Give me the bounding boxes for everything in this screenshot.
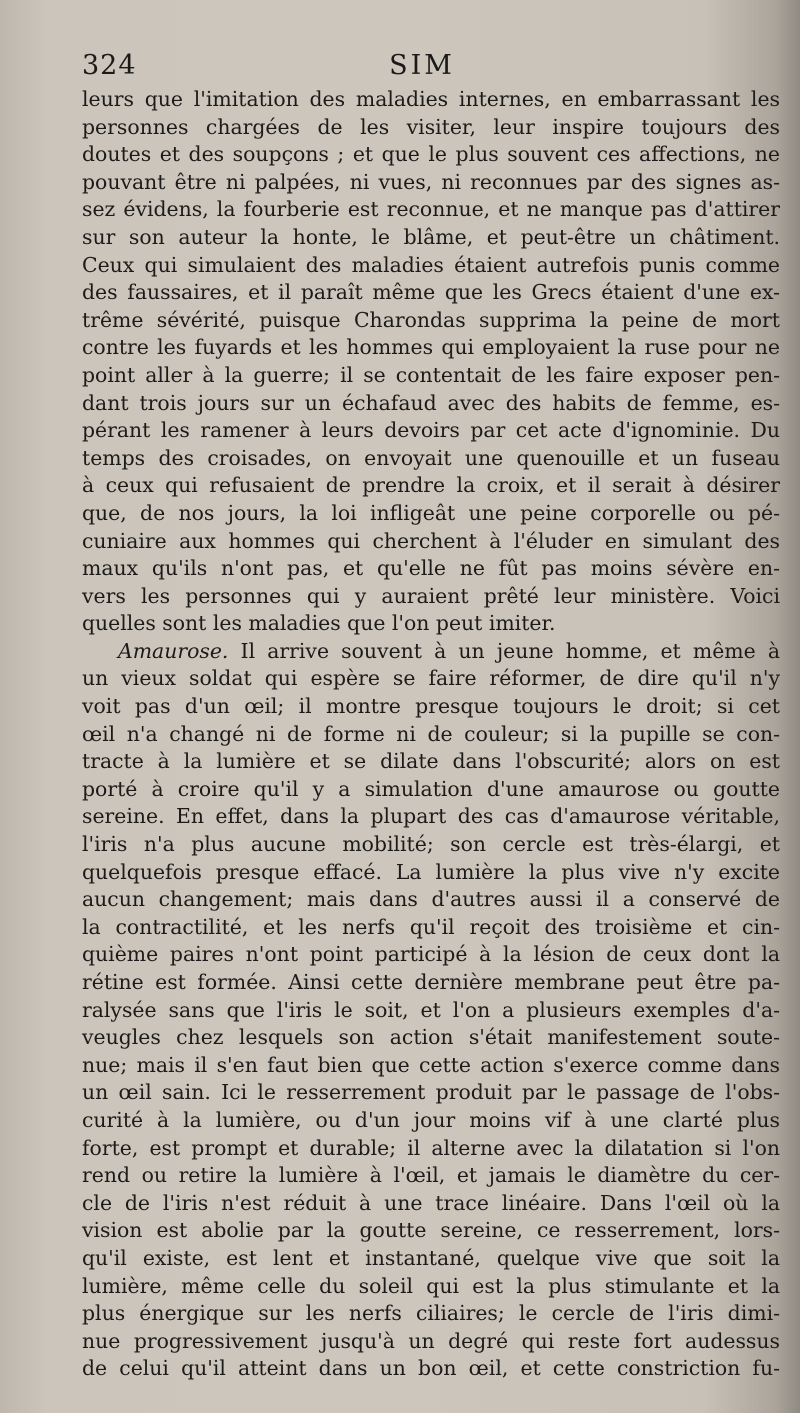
text-line: dant trois jours sur un échafaud avec des habits de femme, es- [82,390,780,415]
text-line: quelquefois presque effacé. La lumière la plus vive n'y excite [82,859,780,884]
text-line: sur son auteur la honte, le blâme, et peut-être un châtiment. [82,224,780,249]
text-line: la contractilité, et les nerfs qu'il reçoit des troisième et cin- [82,914,780,939]
text-line: vision est abolie par la goutte sereine, ce resserrement, lors- [82,1218,780,1243]
text-line: leurs que l'imitation des maladies internes, en embarrassant les [82,87,780,111]
text-line: un vieux soldat qui espère se faire réformer, de dire qu'il n'y [82,666,780,691]
text-line: qu'il existe, est lent et instantané, quelque vive que soit la [82,1245,780,1270]
text-line: veugles chez lesquels son action s'était manifestement soute- [82,1025,780,1050]
text-line: voit pas d'un œil; il montre presque toujours le droit; si cet [82,694,780,719]
entry-term: Amaurose. [118,638,229,663]
page-number: 324 [82,50,137,81]
text-line: vers les personnes qui y auraient prêté leur ministère. Voici [82,583,780,608]
text-line: sez évidens, la fourberie est reconnue, et ne manque pas d'attirer [82,197,780,222]
body-text [82,86,780,1383]
text-line: plus énergique sur les nerfs ciliaires; le cercle de l'iris dimi- [82,1301,780,1326]
text-line: quième paires n'ont point participé à la lésion de ceux dont la [82,942,780,967]
text-line: ralysée sans que l'iris le soit, et l'on a plusieurs exemples d'a- [82,997,780,1022]
text-line: à ceux qui refusaient de prendre la croix, et il serait à désirer [82,473,780,498]
text-line: un œil sain. Ici le resserrement produit par le passage de l'obs- [82,1080,780,1105]
text-line: rend ou retire la lumière à l'œil, et jamais le diamètre du cer- [82,1163,780,1188]
text-line [82,638,780,666]
text-line: contre les fuyards et les hommes qui employaient la ruse pour ne [82,335,780,360]
text-line-rest: Il arrive souvent à un jeune homme, et même à [228,638,780,663]
text-line: lumière, même celle du soleil qui est la plus stimulante et la [82,1273,780,1298]
text-line: temps des croisades, on envoyait une quenouille et un fuseau [82,445,780,470]
text-line: curité à la lumière, ou d'un jour moins vif à une clarté plus [82,1107,780,1132]
text-line: pouvant être ni palpées, ni vues, ni reconnues par des signes as- [82,169,780,194]
text-line: porté à croire qu'il y a simulation d'une amaurose ou goutte [82,776,780,801]
text-line: sereine. En effet, dans la plupart des cas d'amaurose véritable, [82,804,780,829]
text-line: quelles sont les maladies que l'on peut imiter. [82,611,556,636]
text-line: nue; mais il s'en faut bien que cette action s'exerce comme dans [82,1052,780,1077]
text-line: doutes et des soupçons ; et que le plus souvent ces affections, ne [82,142,780,167]
text-line: nue progressivement jusqu'à un degré qui reste fort audessus [82,1328,780,1353]
text-line: pérant les ramener à leurs devoirs par cet acte d'ignominie. Du [82,418,780,443]
text-line: de celui qu'il atteint dans un bon œil, et cette constriction fu- [82,1356,780,1381]
text-line: personnes chargées de les visiter, leur inspire toujours des [82,114,780,139]
text-line: forte, est prompt et durable; il alterne avec la dilatation si l'on [82,1135,780,1160]
text-line: que, de nos jours, la loi infligeât une peine corporelle ou pé- [82,500,780,525]
text-line: maux qu'ils n'ont pas, et qu'elle ne fût pas moins sévère en- [82,556,780,581]
text-line: aucun changement; mais dans d'autres aussi il a conservé de [82,887,780,912]
text-line: l'iris n'a plus aucune mobilité; son cercle est très-élargi, et [82,832,780,857]
text-line: point aller à la guerre; il se contentait de les faire exposer pen- [82,362,780,387]
text-line: des faussaires, et il paraît même que les Grecs étaient d'une ex- [82,280,780,305]
running-title: SIM [389,50,455,81]
text-line: rétine est formée. Ainsi cette dernière membrane peut être pa- [82,970,780,994]
text-line: cle de l'iris n'est réduit à une trace linéaire. Dans l'œil où la [82,1190,780,1215]
text-line: cuniaire aux hommes qui cherchent à l'éluder en simulant des [82,528,780,553]
text-line: trême sévérité, puisque Charondas supprima la peine de mort [82,307,780,332]
text-line: tracte à la lumière et se dilate dans l'obscurité; alors on est [82,749,780,774]
text-line: Ceux qui simulaient des maladies étaient autrefois punis comme [82,252,780,277]
running-head [82,50,762,90]
text-line: œil n'a changé ni de forme ni de couleur; si la pupille se con- [82,721,780,746]
